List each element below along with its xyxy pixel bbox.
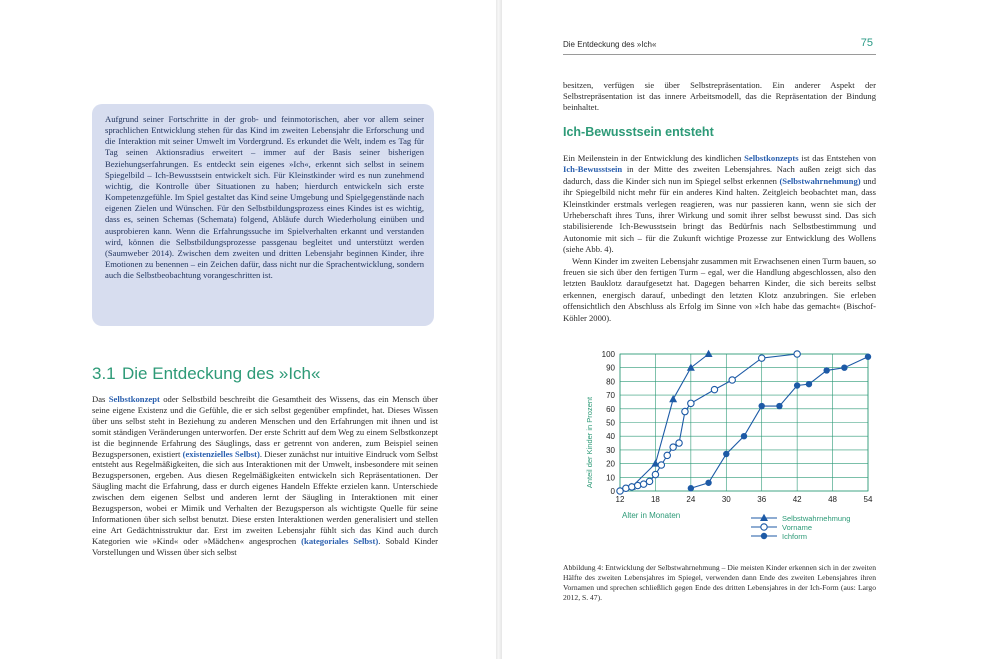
open-circle-marker — [794, 351, 800, 357]
filled-circle-marker — [841, 365, 847, 371]
open-circle-marker — [729, 377, 735, 383]
y-tick-label: 40 — [606, 432, 615, 442]
filled-circle-marker — [759, 403, 765, 409]
open-circle-marker — [711, 386, 717, 392]
open-circle-marker — [635, 482, 641, 488]
open-circle-marker — [658, 462, 664, 468]
open-circle-marker — [759, 355, 765, 361]
summary-box — [92, 104, 434, 326]
legend-label: Selbstwahrnehmung — [782, 514, 851, 523]
y-tick-label: 100 — [601, 350, 615, 359]
running-head — [563, 37, 873, 49]
open-circle-marker — [652, 471, 658, 477]
y-tick-label: 10 — [606, 473, 615, 483]
figure-chart — [580, 348, 890, 548]
keyword-selbstkonzepts: Selbstkonzepts — [744, 153, 799, 163]
open-circle-marker — [688, 400, 694, 406]
chart-svg — [580, 348, 890, 548]
keyword-selbstkonzept: Selbstkonzept — [108, 394, 160, 404]
page-number: 75 — [860, 37, 873, 49]
filled-circle-marker — [794, 382, 800, 388]
y-tick-label: 0 — [610, 487, 615, 496]
x-tick-label: 48 — [828, 495, 838, 504]
body-text: in der Mitte des zweiten Lebensjahres. Nach außen zeigt sich das dadurch, dass die Kinder sich nun im Spiegel selbst erkennen — [563, 164, 876, 186]
x-tick-label: 54 — [863, 495, 873, 504]
keyword-selbstwahrnehmung: (Selbstwahrnehmung) — [779, 175, 861, 186]
y-tick-label: 90 — [606, 363, 615, 373]
legend-label: Vorname — [782, 523, 813, 532]
section-number: 3.1 — [92, 364, 116, 383]
x-tick-label: 24 — [686, 495, 696, 504]
x-tick-label: 42 — [792, 495, 802, 504]
filled-circle-marker — [688, 485, 694, 491]
section-heading — [92, 364, 320, 384]
filled-circle-marker — [823, 367, 829, 373]
triangle-marker — [705, 350, 713, 357]
filled-circle-marker — [723, 451, 729, 457]
running-head-title: Die Entdeckung des »Ich« — [563, 40, 657, 49]
open-circle-marker — [761, 524, 767, 530]
filled-circle-marker — [705, 480, 711, 486]
open-circle-marker — [629, 484, 635, 490]
y-tick-label: 30 — [606, 445, 615, 455]
open-circle-marker — [670, 444, 676, 450]
open-circle-marker — [676, 440, 682, 446]
y-tick-label: 60 — [606, 404, 615, 414]
body-text: oder Selbstbild beschreibt die Gesamtheit des Wissens, das ein Mensch über seine eigene Existenz und die Gefühle, die er sich selbst gegenüber empfindet, hat. Dieses Wissen über uns selbst steht in Beziehung zu anderen Menschen und den Erfahrungen mit ihnen und ist somit ständigen Veränderungen unterworfen. Der erste Schritt auf dem Weg zu einem Selbstkonzept ist die beginnende Erfahrung des Säuglings, dass er getrennt von anderen, zum Beispiel seinen Bezugspersonen, existiert — [92, 394, 438, 459]
body-text: und ihr Spiegelbild nicht mehr für ein anderes Kind halten. Zeitgleich beobachtet man, dass Kleinstkinder erstmals verlegen reagieren, was nur passieren kann, wenn sie sich der Urheberschaft ihres Tuns, ihrer Wirkung und somit ihrer selbst bewusst sind. Das sich stabilisierende Ich-Bewusstsein bringt das Bedürfnis nach Selbstbestimmung und Autonomie mit sich – für die Zukunft wichtige Prozesse zur Entwicklung des Wollens (siehe Abb. 4). — [563, 175, 876, 255]
y-tick-label: 20 — [606, 459, 615, 469]
filled-circle-marker — [761, 533, 767, 539]
y-tick-label: 70 — [606, 391, 615, 401]
triangle-marker — [669, 395, 677, 402]
keyword-existenzielles-selbst: (existenzielles Selbst) — [182, 448, 260, 459]
x-tick-label: 30 — [721, 495, 731, 504]
left-page — [0, 0, 496, 659]
body-text: Das — [92, 394, 109, 404]
triangle-marker — [687, 364, 695, 371]
body-text: . Sobald Kinder Vorstellungen und Wissen über sich selbst — [92, 535, 439, 557]
right-body — [563, 153, 876, 324]
filled-circle-marker — [741, 433, 747, 439]
body-text: . Dieser zunächst nur intuitive Eindruck vom Selbst entsteht aus Regelmäßigkeiten, die sich aus Interaktionen mit der Umwelt, insbesondere mit seinen Bezugspersonen, ergeben. Aus diesen Regelmäßigkeiten entwickeln sich Repräsentationen. Der Säugling macht die Erfahrung, dass er durch eigenes Handeln Effekte erzielen kann. Unterschiede zwischen dem eigenen Selbst und anderen lernt der Säugling in Interaktionen mit einer Bezugsperson, wobei er Mimik und Verhalten der Bezugsperson als wichtigste Quelle für seine Informationen über sich selbst benutzt. Diese ersten Interaktionen werden generalisiert und stellen eine Art Gedächtnisstruktur dar. Erst im zweiten Lebensjahr fühlt sich das Kind auch durch Kategorien wie »Kind« oder »Mädchen« angesprochen — [92, 448, 438, 546]
body-paragraph — [92, 394, 438, 558]
filled-circle-marker — [776, 403, 782, 409]
chart-grid — [620, 354, 868, 491]
open-circle-marker — [646, 478, 652, 484]
filled-circle-marker — [806, 381, 812, 387]
keyword-kategoriales-selbst: (kategoriales Selbst) — [301, 535, 379, 546]
triangle-marker — [760, 514, 768, 521]
y-tick-label: 50 — [606, 418, 615, 428]
body-text: ist das Entstehen von — [798, 153, 876, 163]
header-rule — [563, 54, 876, 55]
paragraph-1 — [563, 153, 876, 256]
y-axis-label: Anteil der Kinder in Prozent — [585, 396, 594, 489]
subheading: Ich-Bewusstsein entsteht — [563, 125, 714, 139]
chart-series — [617, 350, 871, 494]
figure-caption: Abbildung 4: Entwicklung der Selbstwahrnehmung – Die meisten Kinder erkennen sich in der zweiten Hälfte des zweiten Lebensjahres im Spiegel, verwenden dann Ende des zweiten Lebensjahres ihren Vornamen und sprechen schließlich gegen Ende des dritten Lebensjahres in der Ich-Form (aus: Largo 2012, S. 47). — [563, 563, 876, 602]
x-tick-label: 12 — [615, 495, 625, 504]
body-text: Ein Meilenstein in der Entwicklung des kindlichen — [563, 153, 745, 163]
section-title: Die Entdeckung des »Ich« — [122, 364, 321, 383]
open-circle-marker — [682, 408, 688, 414]
paragraph-2: Wenn Kinder im zweiten Lebensjahr zusammen mit Erwachsenen einen Turm bauen, so freuen sie sich über den fertigen Turm – egal, wer die Handlung abgeschlossen, also den letzten Bauklotz daraufgesetzt hat. Dagegen beharren Kinder, die sich bereits selbst erkennen, energisch darauf, unbedingt den letzten Klotz anzubringen. Sie erleben offensichtlich den Abschluss als Erfolg im Sinne von »Ich habe das gemacht« (Bischof-Köhler 2000). — [563, 255, 876, 323]
series-line-0 — [632, 354, 709, 487]
open-circle-marker — [623, 485, 629, 491]
open-circle-marker — [664, 452, 670, 458]
filled-circle-marker — [865, 354, 871, 360]
keyword-ich-bewusstsein: Ich-Bewusstsein — [563, 164, 623, 175]
y-tick-label: 80 — [606, 377, 615, 387]
x-axis-label: Alter in Monaten — [622, 511, 681, 520]
continued-paragraph: besitzen, verfügen sie über Selbstrepräsentation. Ein anderer Aspekt der Selbstrepräsentation ist das innere Arbeitsmodell, das die Repräsentation der Bindung beinhaltet. — [563, 80, 876, 112]
chart-legend — [751, 514, 850, 541]
legend-label: Ichform — [782, 532, 808, 541]
x-tick-label: 36 — [757, 495, 767, 504]
x-tick-label: 18 — [650, 495, 660, 504]
summary-text: Aufgrund seiner Fortschritte in der grob- und feinmotorischen, aber vor allem seiner sprachlichen Entwicklung stehen für das Kind im zweiten Lebensjahr die Erforschung und die Interaktion mit seiner Umwelt im Vordergrund. Es erkundet die Welt, indem es Tag für Tag seinen Aktionsradius erweitert – immer auf der Basis seiner bisherigen Beziehungserfahrungen. Es entdeckt sein eigenes »Ich«, erkennt sich selbst in seinem Spiegelbild – Ich-Bewusstsein entwickelt sich. Für Kleinstkinder wird es nun zunehmend wichtig, die Kontrolle über Situationen zu haben; hierdurch entwickeln sich erste Kompetenzgefühle. Im Spiel gestaltet das Kind seine Umgebung und Spielgegenstände nach eigenen Zielen und Wünschen. Für den Selbstbildungsprozess eines Kindes ist es wichtig, dass es, seinen Schemas (Schemata) folgend, Abläufe durch Wiederholung einüben und ausprobieren kann. Wenn die Erfahrungssuche im Spielverhalten erkannt und verstanden wird, können die Selbstbildungsprozesse passgenau begleitet und unterstützt werden (Saumweber 2014). Zwischen dem zweiten und dritten Lebensjahr beginnen Kinder, ihre Emotionen zu benennen – ein Zeichen dafür, dass nicht nur die Sprachentwicklung, sondern auch die Selbstbeobachtung vorangeschritten ist. — [105, 114, 424, 281]
